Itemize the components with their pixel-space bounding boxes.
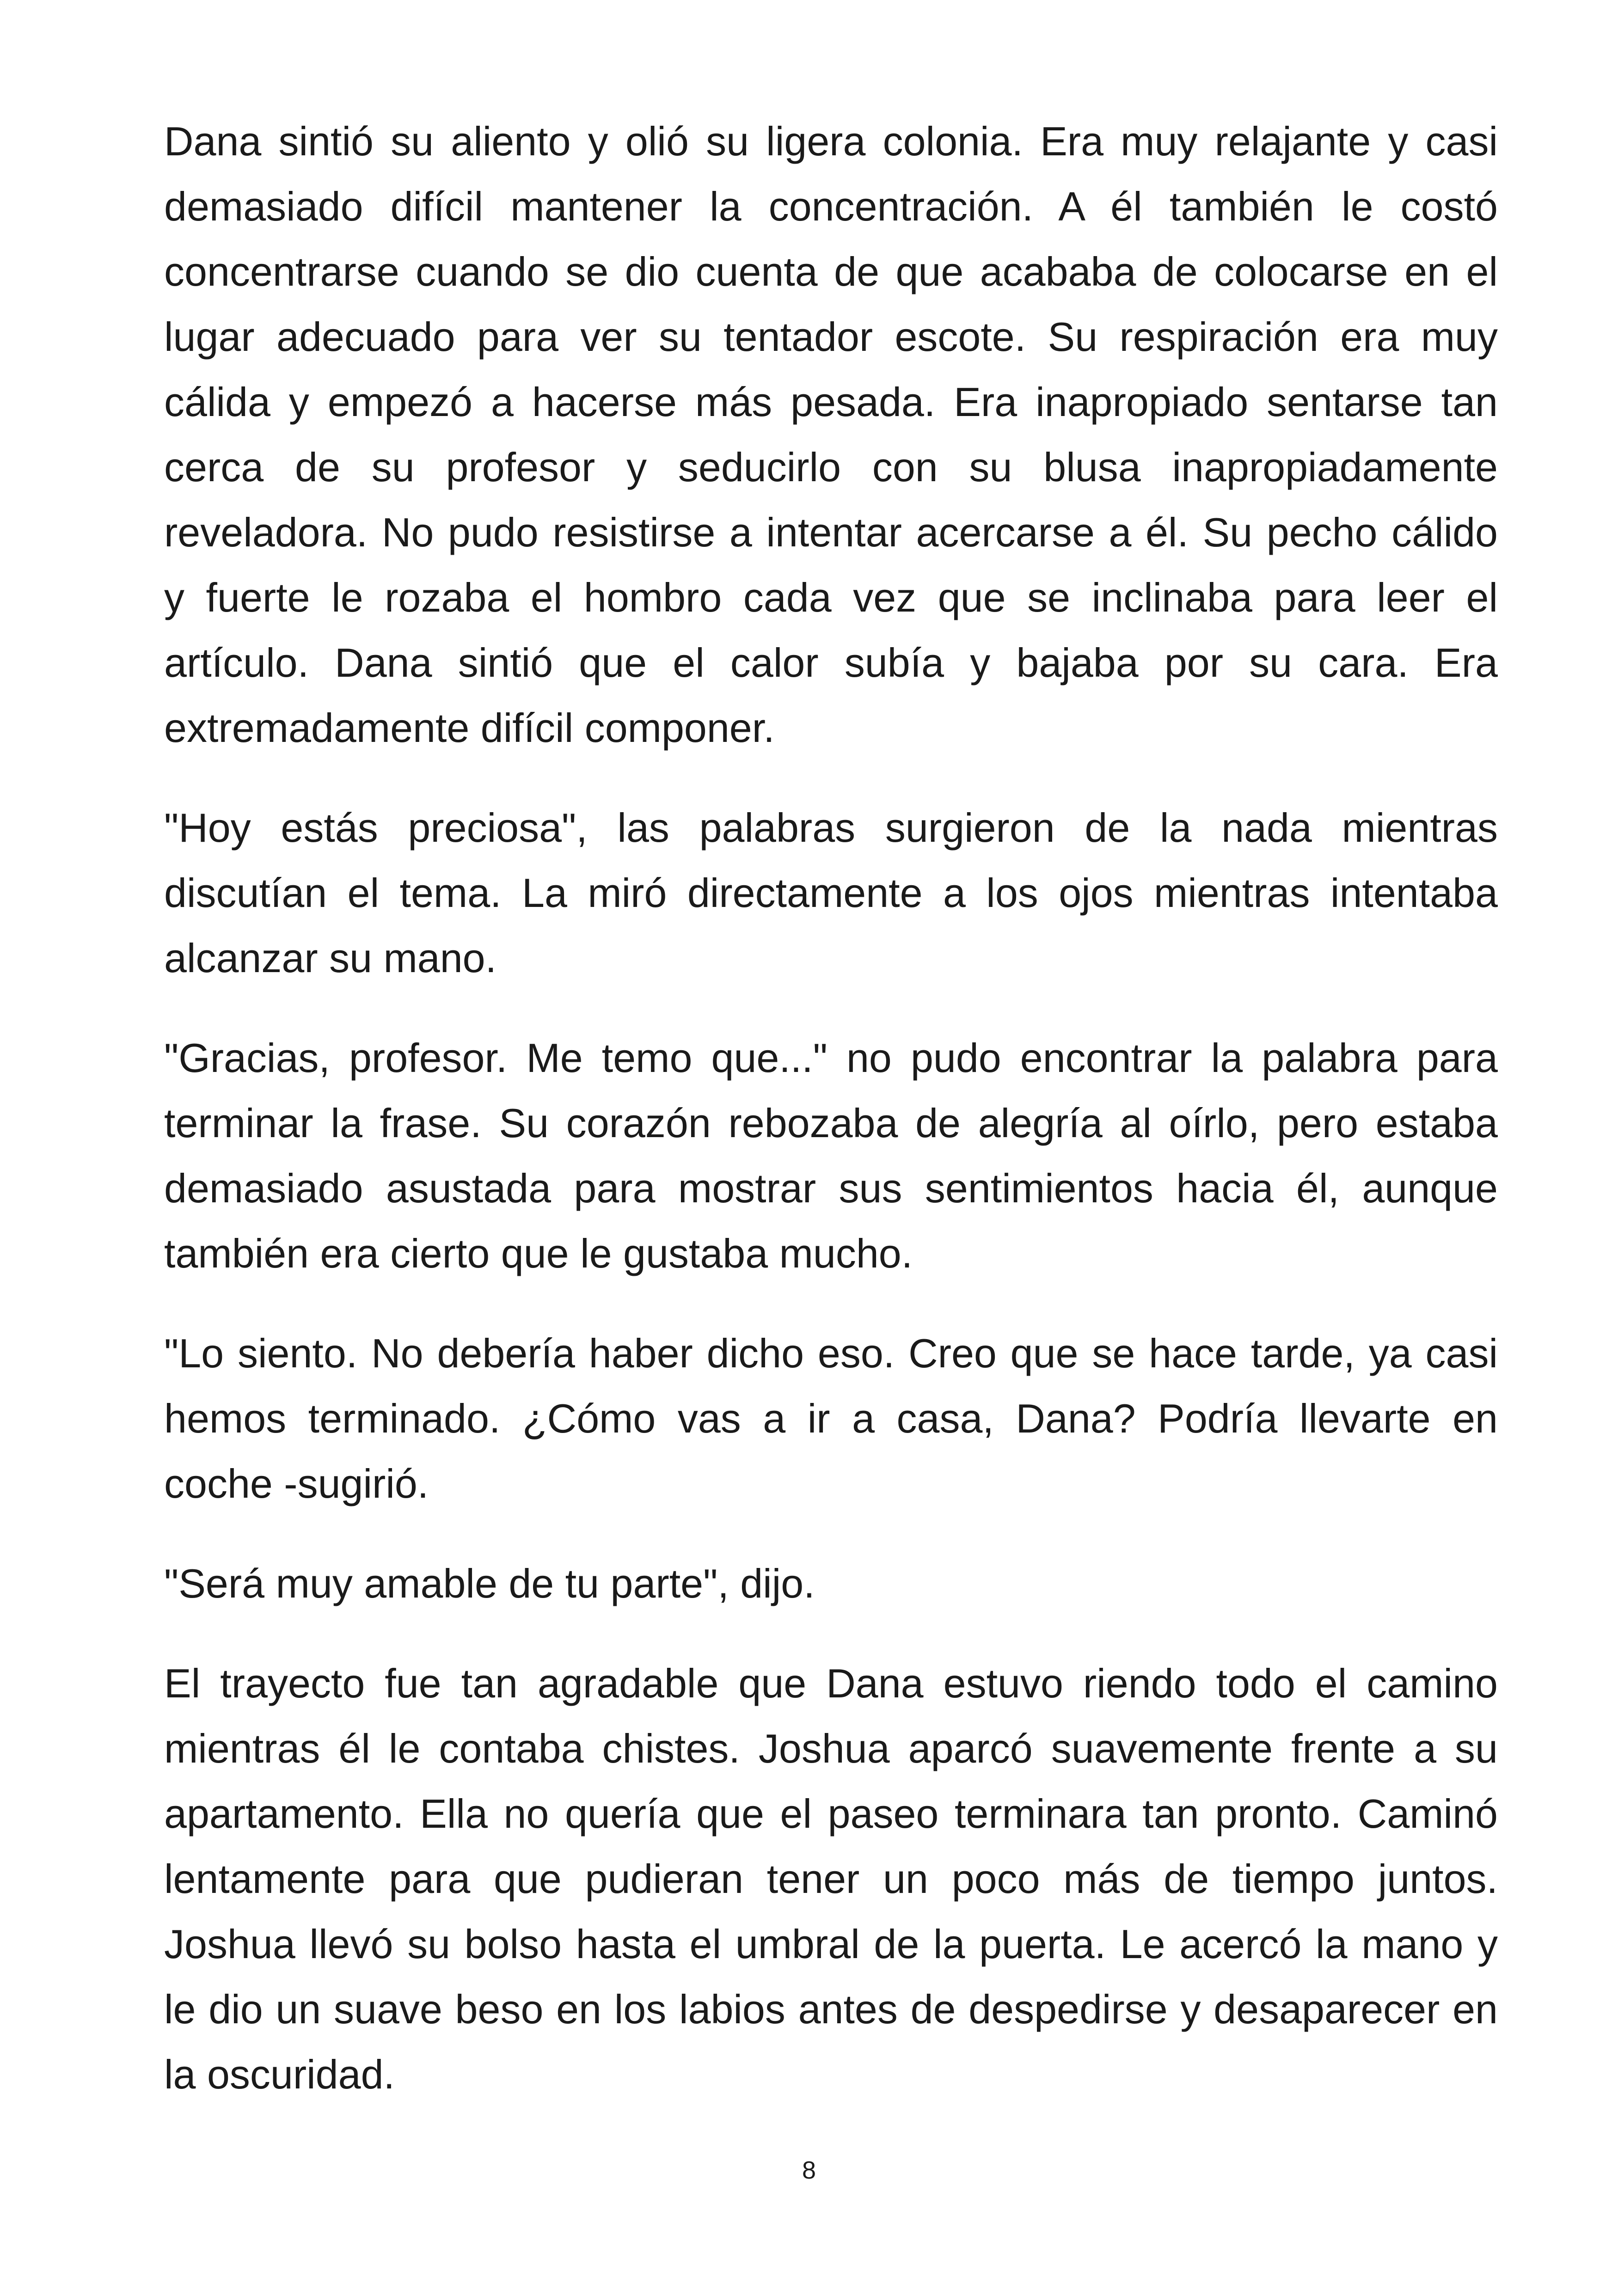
page-number: 8: [802, 2156, 816, 2184]
paragraph: Dana sintió su aliento y olió su ligera colonia. Era muy relajante y casi demasiado difícil mantener la concentración. A él también le costó concentrarse cuando se dio cuenta de que acababa de colocarse en el lugar adecuado para ver su tentador escote. Su respiración era muy cálida y empezó a hacerse más pesada. Era inapropiado sentarse tan cerca de su profesor y seducirlo con su blusa inapropiadamente reveladora. No pudo resistirse a intentar acercarse a él. Su pecho cálido y fuerte le rozaba el hombro cada vez que se inclinaba para leer el artículo. Dana sintió que el calor subía y bajaba por su cara. Era extremadamente difícil componer.: [164, 118, 1498, 751]
paragraph: "Gracias, profesor. Me temo que..." no pudo encontrar la palabra para terminar la frase. Su corazón rebozaba de alegría al oírlo, pero estaba demasiado asustada para mostrar sus sentimientos hacia él, aunque también era cierto que le gustaba mucho.: [164, 1035, 1498, 1276]
paragraph: El trayecto fue tan agradable que Dana estuvo riendo todo el camino mientras él le contaba chistes. Joshua aparcó suavemente frente a su apartamento. Ella no quería que el paseo terminara tan pronto. Caminó lentamente para que pudieran tener un poco más de tiempo juntos. Joshua llevó su bolso hasta el umbral de la puerta. Le acercó la mano y le dio un suave beso en los labios antes de despedirse y desaparecer en la oscuridad.: [164, 1660, 1498, 2097]
text-body: [164, 109, 1498, 2142]
paragraph: "Hoy estás preciosa", las palabras surgieron de la nada mientras discutían el tema. La miró directamente a los ojos mientras intentaba alcanzar su mano.: [164, 805, 1498, 981]
paragraph: "Lo siento. No debería haber dicho eso. Creo que se hace tarde, ya casi hemos terminado. ¿Cómo vas a ir a casa, Dana? Podría llevarte en coche -sugirió.: [164, 1330, 1498, 1506]
paragraph: "Será muy amable de tu parte", dijo.: [164, 1561, 815, 1606]
